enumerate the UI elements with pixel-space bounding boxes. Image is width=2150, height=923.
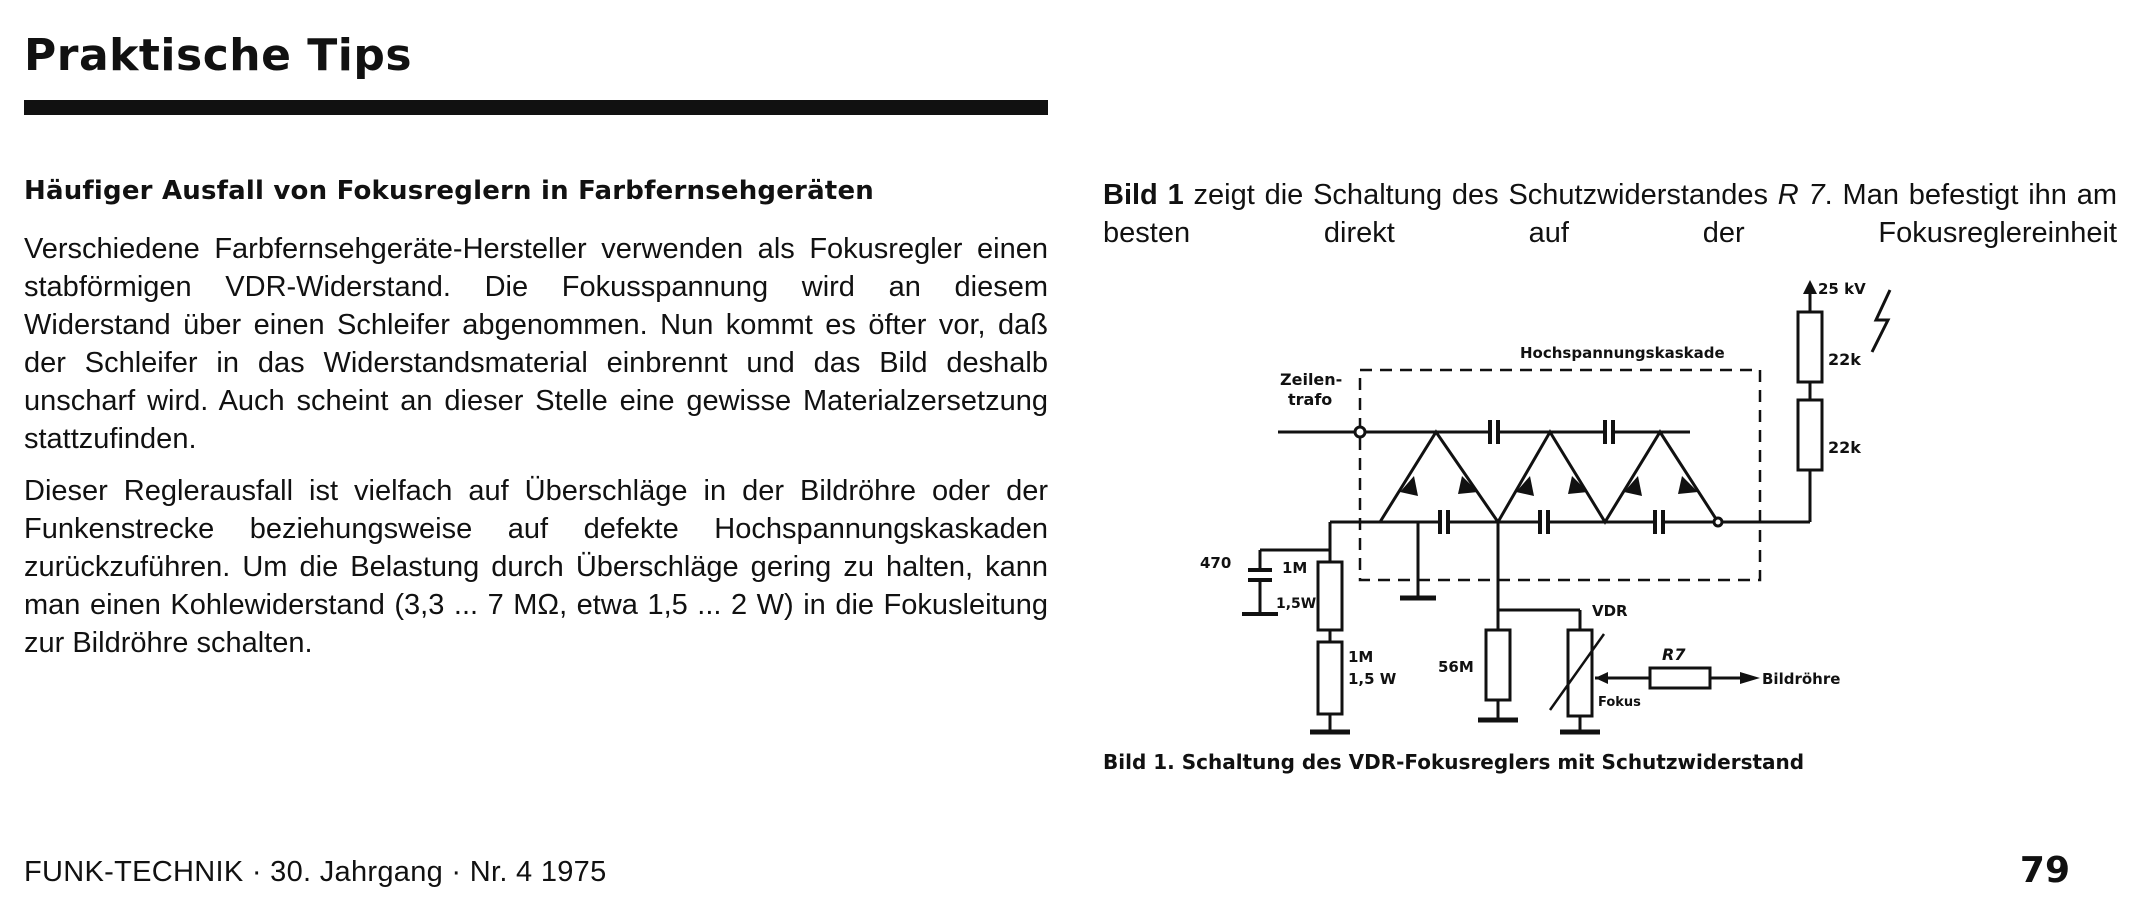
resistor-56m-label: 56M [1438, 658, 1474, 676]
left-column [24, 176, 1048, 676]
lightning-icon [1872, 290, 1890, 352]
footer-publication: FUNK-TECHNIK · 30. Jahrgang · Nr. 4 1975 [24, 856, 607, 888]
resistor-22k-1-label: 22k [1828, 350, 1861, 369]
cascade-label: Hochspannungskaskade [1520, 344, 1725, 362]
resistor-1m-1-power: 1,5W [1276, 596, 1317, 612]
crt-label: Bildröhre [1762, 670, 1841, 688]
resistor-22k-2 [1798, 400, 1822, 470]
resistor-1m-2-label: 1M [1348, 648, 1374, 666]
figure-reference: Bild 1 [1103, 179, 1184, 211]
wiper-arrow [1595, 672, 1608, 684]
right-column [1103, 176, 2117, 252]
resistor-1m-1-label: 1M [1282, 559, 1308, 577]
right-paragraph-rest: . Man befestigt ihn am besten direkt auf der Fokusreglereinheit [1103, 179, 2117, 249]
resistor-22k-1 [1798, 312, 1822, 382]
resistor-22k-2-label: 22k [1828, 438, 1861, 457]
resistor-1m-1 [1318, 562, 1342, 630]
resistor-r7-label: R7 [1662, 645, 1686, 664]
vdr-label: VDR [1592, 602, 1628, 620]
diode-chain [1380, 432, 1718, 522]
paragraph-1: Verschiedene Farbfernsehgeräte-Hersteller verwenden als Fokusregler einen stabförmigen VDR-Widerstand. Die Fokusspannung wird an diesem Widerstand über einen Schleifer abgenommen. Nun kommt es öfter vor, daß der Schleifer in das Widerstandsmaterial einbrennt und das Bild deshalb unscharf wird. Auch scheint an dieser Stelle eine gewisse Materialzersetzung stattzufinden. [24, 233, 1048, 455]
input-node [1355, 427, 1365, 437]
header-rule [24, 100, 1048, 115]
vdr-slash [1550, 634, 1604, 710]
right-paragraph-text: zeigt die Schaltung des Schutzwiderstandes [1183, 179, 1778, 211]
figure-caption: Bild 1. Schaltung des VDR-Fokusreglers mit Schutzwiderstand [1103, 750, 1805, 774]
hv-arrow [1803, 280, 1817, 294]
circuit-diagram [1200, 280, 1960, 750]
vdr-resistor [1568, 630, 1592, 716]
resistor-1m-2-power: 1,5 W [1348, 670, 1397, 688]
resistor-r7 [1650, 668, 1710, 688]
hv-label: 25 kV [1818, 280, 1866, 298]
section-title: Praktische Tips [24, 30, 413, 81]
resistor-1m-2 [1318, 642, 1342, 714]
cascade-box [1360, 370, 1760, 580]
paragraph-2: Dieser Reglerausfall ist vielfach auf Überschläge in der Bildröhre oder der Funkenstrecke beziehungsweise auf defekte Hochspannungskaskaden zurückzuführen. Um die Belastung durch Überschläge gering zu halten, kann man einen Kohlewiderstand (3,3 ... 7 MΩ, etwa 1,5 ... 2 W) in die Fokusleitung zur Bildröhre schalten. [24, 475, 1048, 659]
capacitor-470-label: 470 [1200, 554, 1232, 572]
right-paragraph [1103, 176, 2117, 252]
resistor-56m [1486, 630, 1510, 700]
focus-label: Fokus [1598, 695, 1641, 710]
article-heading: Häufiger Ausfall von Fokusreglern in Farbfernsehgeräten [24, 176, 874, 206]
transformer-label-1: Zeilen- [1280, 370, 1343, 389]
crt-arrow [1740, 672, 1760, 684]
resistor-reference: R 7 [1777, 179, 1825, 211]
page-number: 79 [2019, 850, 2070, 891]
transformer-label-2: trafo [1288, 390, 1333, 409]
